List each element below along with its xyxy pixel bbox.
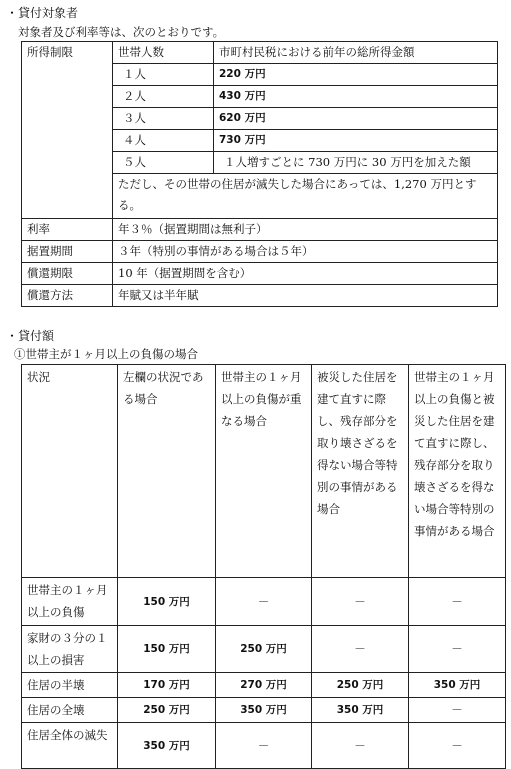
table-row xyxy=(22,42,498,64)
method-value: 年賦又は半年賦 xyxy=(113,285,498,307)
income-amount: １人増すごとに 730 万円に 30 万円を加えた額 xyxy=(214,152,498,174)
amount-cell: － xyxy=(409,626,506,673)
deferment-label: 据置期間 xyxy=(22,241,113,263)
household-header: 世帯人数 xyxy=(113,42,214,64)
table-row xyxy=(22,698,506,723)
row-label: 住居全体の滅失 xyxy=(22,723,118,769)
amount-cell: － xyxy=(312,626,409,673)
income-note: ただし、その世帯の住居が滅失した場合にあっては、1,270 万円とする。 xyxy=(113,174,498,219)
income-limit-label: 所得制限 xyxy=(22,42,113,219)
amount-cell: 250 万円 xyxy=(312,673,409,698)
table-row xyxy=(22,365,506,578)
income-amount: 730 万円 xyxy=(214,130,498,152)
amount-cell: － xyxy=(409,723,506,769)
row-label: 家財の３分の１以上の損害 xyxy=(22,626,118,673)
table-row xyxy=(22,285,498,307)
amount-cell: － xyxy=(312,723,409,769)
repayment-label: 償還期限 xyxy=(22,263,113,285)
method-label: 償還方法 xyxy=(22,285,113,307)
table-row xyxy=(22,219,498,241)
table-row xyxy=(22,723,506,769)
amount-cell: 350 万円 xyxy=(312,698,409,723)
header-cell: 被災した住居を建て直すに際し、残存部分を取り壊さざるを得ない場合等特別の事情がある場合 xyxy=(312,365,409,578)
household-count: ５人 xyxy=(113,152,214,174)
amount-cell: 350 万円 xyxy=(409,673,506,698)
table-row xyxy=(22,263,498,285)
amount-cell: － xyxy=(216,723,312,769)
section-intro: 対象者及び利率等は、次のとおりです。 xyxy=(18,25,225,39)
household-count: １人 xyxy=(113,64,214,86)
header-cell: 左欄の状況である場合 xyxy=(118,365,216,578)
amount-cell: 350 万円 xyxy=(216,698,312,723)
deferment-value: ３年（特別の事情がある場合は５年） xyxy=(113,241,498,263)
income-amount: 220 万円 xyxy=(214,64,498,86)
header-cell: 世帯主の１ヶ月以上の負傷が重なる場合 xyxy=(216,365,312,578)
interest-label: 利率 xyxy=(22,219,113,241)
household-count: ２人 xyxy=(113,86,214,108)
income-amount: 430 万円 xyxy=(214,86,498,108)
amount-cell: 150 万円 xyxy=(118,578,216,626)
amount-cell: 150 万円 xyxy=(118,626,216,673)
household-count: ４人 xyxy=(113,130,214,152)
eligibility-table xyxy=(21,41,498,307)
amount-cell: 250 万円 xyxy=(216,626,312,673)
interest-value: 年３％（据置期間は無利子） xyxy=(113,219,498,241)
header-cell: 状況 xyxy=(22,365,118,578)
table-row xyxy=(22,626,506,673)
table-row xyxy=(22,241,498,263)
amount-cell: － xyxy=(312,578,409,626)
income-header: 市町村民税における前年の総所得金額 xyxy=(214,42,498,64)
income-amount: 620 万円 xyxy=(214,108,498,130)
table-row xyxy=(22,578,506,626)
header-cell: 世帯主の１ヶ月以上の負傷と被災した住居を建て直すに際し、残存部分を取り壊さざるを得ない場合等特別の事情がある場合 xyxy=(409,365,506,578)
household-count: ３人 xyxy=(113,108,214,130)
row-label: 世帯主の１ヶ月以上の負傷 xyxy=(22,578,118,626)
amount-cell: 270 万円 xyxy=(216,673,312,698)
amount-cell: 170 万円 xyxy=(118,673,216,698)
section-subheading: ①世帯主が１ヶ月以上の負傷の場合 xyxy=(14,347,198,361)
amount-cell: － xyxy=(409,578,506,626)
amount-cell: 250 万円 xyxy=(118,698,216,723)
table-row xyxy=(22,673,506,698)
amount-cell: － xyxy=(409,698,506,723)
section-heading-loan-amount: ・貸付額 xyxy=(6,329,55,343)
amount-cell: － xyxy=(216,578,312,626)
loan-amount-table xyxy=(21,364,506,769)
repayment-value: 10 年（据置期間を含む） xyxy=(113,263,498,285)
row-label: 住居の全壊 xyxy=(22,698,118,723)
row-label: 住居の半壊 xyxy=(22,673,118,698)
section-heading-recipients: ・貸付対象者 xyxy=(6,6,79,20)
amount-cell: 350 万円 xyxy=(118,723,216,769)
